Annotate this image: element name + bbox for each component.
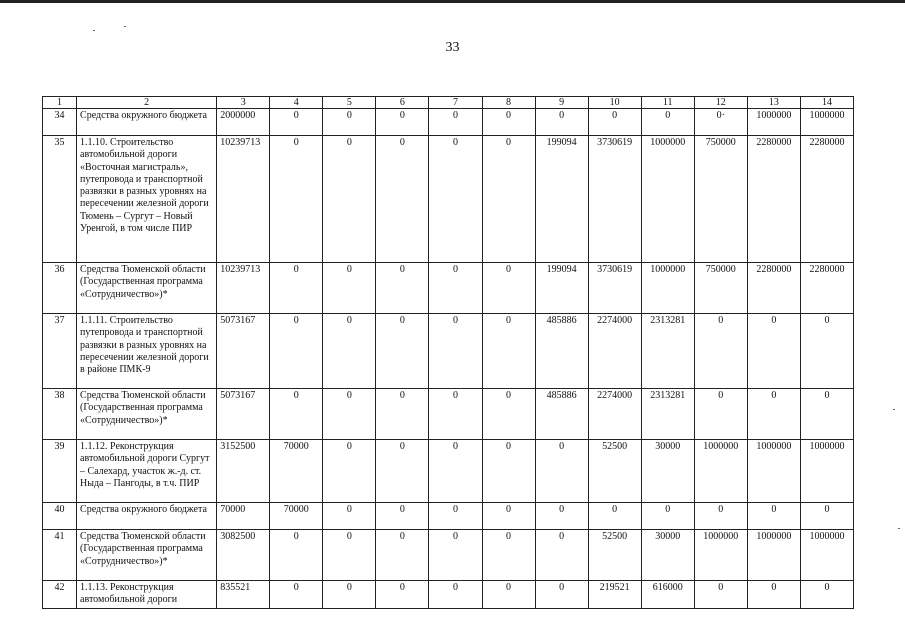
row-number: 41 (43, 530, 77, 581)
table-row (43, 263, 854, 314)
cell-value: 30000 (641, 530, 694, 581)
cell-value: 0 (270, 581, 323, 609)
cell-value: 2274000 (588, 389, 641, 440)
cell-value: 0 (588, 503, 641, 530)
cell-value: 0 (323, 389, 376, 440)
cell-value: 0 (482, 263, 535, 314)
cell-value: 485886 (535, 314, 588, 389)
cell-value: 1000000 (747, 109, 800, 136)
cell-value: 0 (641, 503, 694, 530)
cell-value: 0· (694, 109, 747, 136)
row-total: 5073167 (217, 389, 270, 440)
row-description: Средства окружного бюджета (77, 109, 217, 136)
cell-value: 0 (323, 530, 376, 581)
cell-value: 750000 (694, 263, 747, 314)
column-header: 2 (77, 97, 217, 109)
cell-value: 0 (482, 389, 535, 440)
row-number: 40 (43, 503, 77, 530)
cell-value: 0 (800, 581, 853, 609)
cell-value: 2280000 (800, 263, 853, 314)
cell-value: 0 (323, 314, 376, 389)
cell-value: 3730619 (588, 136, 641, 263)
cell-value: 0 (747, 503, 800, 530)
budget-table (42, 96, 854, 609)
cell-value: 219521 (588, 581, 641, 609)
cell-value: 0 (429, 263, 482, 314)
cell-value: 0 (482, 530, 535, 581)
column-header: 6 (376, 97, 429, 109)
column-header: 7 (429, 97, 482, 109)
cell-value: 750000 (694, 136, 747, 263)
cell-value: 0 (535, 530, 588, 581)
cell-value: 0 (429, 530, 482, 581)
row-description: Средства Тюменской области (Государственная программа «Сотрудничество»)* (77, 530, 217, 581)
cell-value: 0 (376, 581, 429, 609)
scan-speck (898, 528, 900, 529)
scan-speck (893, 409, 895, 410)
column-header: 5 (323, 97, 376, 109)
cell-value: 3730619 (588, 263, 641, 314)
cell-value: 0 (323, 581, 376, 609)
cell-value: 2280000 (800, 136, 853, 263)
cell-value: 0 (376, 314, 429, 389)
row-number: 37 (43, 314, 77, 389)
cell-value: 0 (270, 314, 323, 389)
column-header: 12 (694, 97, 747, 109)
column-header: 13 (747, 97, 800, 109)
cell-value: 0 (429, 314, 482, 389)
table-row (43, 109, 854, 136)
cell-value: 0 (376, 503, 429, 530)
table-row (43, 440, 854, 503)
cell-value: 1000000 (800, 440, 853, 503)
cell-value: 2280000 (747, 136, 800, 263)
cell-value: 1000000 (694, 440, 747, 503)
column-header: 3 (217, 97, 270, 109)
row-total: 10239713 (217, 136, 270, 263)
cell-value: 0 (641, 109, 694, 136)
page-number: 33 (445, 40, 460, 55)
column-header: 10 (588, 97, 641, 109)
cell-value: 0 (270, 389, 323, 440)
cell-value: 0 (482, 314, 535, 389)
cell-value: 0 (694, 581, 747, 609)
cell-value: 485886 (535, 389, 588, 440)
row-total: 3152500 (217, 440, 270, 503)
row-total: 10239713 (217, 263, 270, 314)
cell-value: 0 (694, 314, 747, 389)
table-row (43, 314, 854, 389)
cell-value: 0 (323, 503, 376, 530)
table-row (43, 389, 854, 440)
cell-value: 0 (429, 581, 482, 609)
cell-value: 0 (535, 440, 588, 503)
cell-value: 1000000 (800, 109, 853, 136)
row-number: 36 (43, 263, 77, 314)
cell-value: 0 (376, 440, 429, 503)
row-description: 1.1.12. Реконструкция автомобильной дороги Сургут – Салехард, участок ж.-д. ст. Ныда – Пангоды, в т.ч. ПИР (77, 440, 217, 503)
cell-value: 1000000 (694, 530, 747, 581)
cell-value: 1000000 (747, 440, 800, 503)
row-description: 1.1.10. Строительство автомобильной дороги «Восточная магистраль», путепровода и транспортной развязки в разных уровнях на пересечении железной дороги Тюмень – Сургут – Новый Уренгой, в том числе ПИР (77, 136, 217, 263)
cell-value: 0 (482, 109, 535, 136)
cell-value: 1000000 (800, 530, 853, 581)
cell-value: 199094 (535, 136, 588, 263)
cell-value: 1000000 (747, 530, 800, 581)
row-description: Средства Тюменской области (Государственная программа «Сотрудничество»)* (77, 263, 217, 314)
table-row (43, 503, 854, 530)
cell-value: 616000 (641, 581, 694, 609)
table-row (43, 136, 854, 263)
row-description: Средства окружного бюджета (77, 503, 217, 530)
row-description: Средства Тюменской области (Государственная программа «Сотрудничество»)* (77, 389, 217, 440)
row-description: 1.1.13. Реконструкция автомобильной дороги (77, 581, 217, 609)
cell-value: 0 (429, 136, 482, 263)
cell-value: 2313281 (641, 389, 694, 440)
row-number: 34 (43, 109, 77, 136)
row-number: 39 (43, 440, 77, 503)
cell-value: 0 (429, 109, 482, 136)
cell-value: 2313281 (641, 314, 694, 389)
cell-value: 0 (482, 136, 535, 263)
cell-value: 0 (323, 109, 376, 136)
cell-value: 0 (694, 389, 747, 440)
cell-value: 1000000 (641, 263, 694, 314)
column-header: 11 (641, 97, 694, 109)
scan-speck (93, 30, 95, 31)
column-header: 8 (482, 97, 535, 109)
cell-value: 0 (376, 109, 429, 136)
column-header: 1 (43, 97, 77, 109)
table-row (43, 530, 854, 581)
cell-value: 0 (747, 389, 800, 440)
cell-value: 0 (323, 440, 376, 503)
column-header: 4 (270, 97, 323, 109)
row-total: 5073167 (217, 314, 270, 389)
cell-value: 0 (747, 314, 800, 389)
cell-value: 0 (429, 440, 482, 503)
column-header: 9 (535, 97, 588, 109)
cell-value: 52500 (588, 530, 641, 581)
cell-value: 0 (482, 581, 535, 609)
cell-value: 52500 (588, 440, 641, 503)
row-total: 3082500 (217, 530, 270, 581)
cell-value: 0 (588, 109, 641, 136)
cell-value: 30000 (641, 440, 694, 503)
cell-value: 0 (482, 440, 535, 503)
row-description: 1.1.11. Строительство путепровода и транспортной развязки в разных уровнях на пересечении железной дороги в районе ПМК-9 (77, 314, 217, 389)
cell-value: 0 (376, 389, 429, 440)
cell-value: 0 (270, 530, 323, 581)
row-number: 42 (43, 581, 77, 609)
cell-value: 2280000 (747, 263, 800, 314)
table-row (43, 581, 854, 609)
cell-value: 0 (800, 503, 853, 530)
cell-value: 0 (376, 263, 429, 314)
cell-value: 0 (535, 109, 588, 136)
cell-value: 0 (270, 109, 323, 136)
cell-value: 0 (376, 530, 429, 581)
scan-speck (124, 26, 126, 27)
cell-value: 0 (694, 503, 747, 530)
cell-value: 0 (747, 581, 800, 609)
page-top-rule (0, 0, 905, 3)
row-number: 35 (43, 136, 77, 263)
row-total: 835521 (217, 581, 270, 609)
cell-value: 0 (482, 503, 535, 530)
cell-value: 0 (323, 136, 376, 263)
cell-value: 0 (429, 503, 482, 530)
cell-value: 0 (800, 389, 853, 440)
column-header: 14 (800, 97, 853, 109)
cell-value: 70000 (270, 503, 323, 530)
cell-value: 1000000 (641, 136, 694, 263)
cell-value: 70000 (270, 440, 323, 503)
cell-value: 0 (270, 263, 323, 314)
cell-value: 0 (270, 136, 323, 263)
cell-value: 0 (800, 314, 853, 389)
column-header-row (43, 97, 854, 109)
cell-value: 0 (376, 136, 429, 263)
row-total: 70000 (217, 503, 270, 530)
row-total: 2000000 (217, 109, 270, 136)
row-number: 38 (43, 389, 77, 440)
cell-value: 0 (535, 581, 588, 609)
cell-value: 0 (323, 263, 376, 314)
cell-value: 199094 (535, 263, 588, 314)
cell-value: 0 (535, 503, 588, 530)
cell-value: 2274000 (588, 314, 641, 389)
cell-value: 0 (429, 389, 482, 440)
